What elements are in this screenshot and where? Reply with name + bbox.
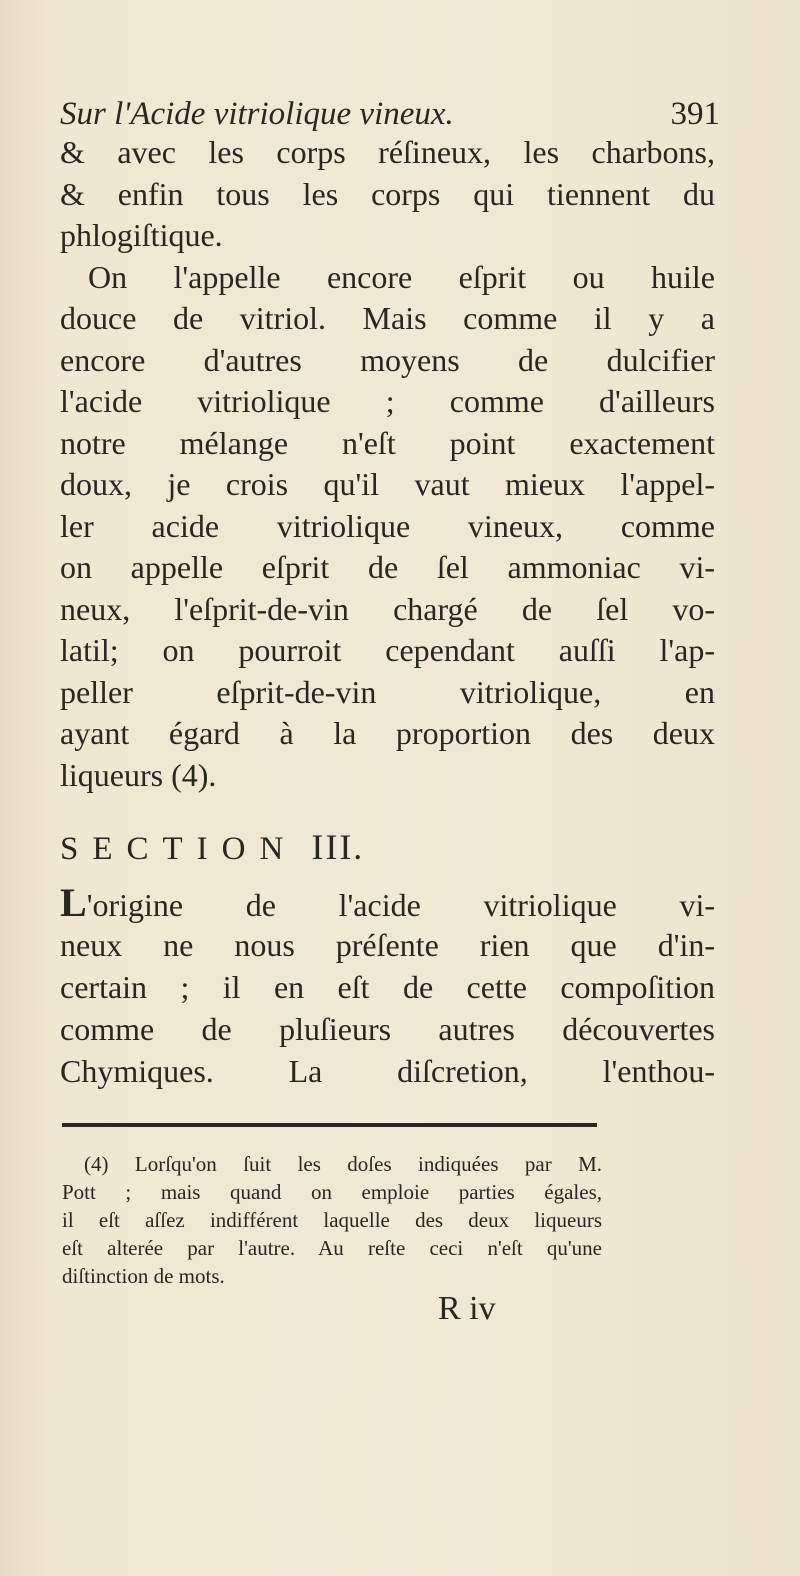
text-line: encore d'autres moyens de dulcifier (60, 341, 715, 378)
text-line: notre mélange n'eſt point exactement (60, 424, 715, 461)
footnote-line: il eſt aſſez indifférent laquelle des deux liqueurs (62, 1208, 602, 1232)
text-line: douce de vitriol. Mais comme il y a (60, 300, 715, 336)
text-line: ler acide vitriolique vineux, comme (60, 507, 715, 544)
paragraph-3 (60, 882, 715, 1092)
text-line: peller eſprit-de-vin vitriolique, en (60, 673, 715, 710)
main-text (60, 132, 715, 796)
text-line: on appelle eſprit de ſel ammoniac vi- (60, 549, 715, 585)
text-line: neux ne nous préſente rien que d'in- (60, 927, 715, 963)
running-title: Sur l'Acide vitriolique vineux. (60, 96, 454, 132)
text-line: l'acide vitriolique ; comme d'ailleurs (60, 383, 715, 419)
text-line: phlogiſtique. (60, 217, 223, 253)
paragraph-2 (60, 257, 715, 797)
text-line: Chymiques. La diſcretion, l'enthou- (60, 1053, 715, 1089)
first-line-text: 'origine de l'acide vitriolique vi- (86, 887, 715, 923)
text-line: On l'appelle encore eſprit ou huile (88, 258, 715, 295)
text-line: liqueurs (4). (60, 756, 217, 793)
initial-letter: L (60, 880, 87, 925)
footnote-rule (62, 1123, 597, 1127)
section-heading (60, 824, 500, 870)
footnote (62, 1150, 602, 1290)
text-line: certain ; il en eſt de cette compoſition (60, 969, 715, 1005)
footnote-line: (4) Lorſqu'on ſuit les doſes indiquées par M. (84, 1152, 602, 1176)
footnote-line: eſt alterée par l'autre. Au reſte ceci n'eſt qu'une (62, 1236, 602, 1260)
text-line (60, 882, 715, 924)
page-number: 391 (670, 96, 720, 132)
text-line: & avec les corps réſineux, les charbons, (60, 134, 715, 170)
text-line: & enfin tous les corps qui tiennent du (60, 175, 715, 212)
text-line: latil; on pourroit cependant auſſi l'ap- (60, 632, 715, 668)
text-line: comme de pluſieurs autres découvertes (60, 1011, 715, 1047)
text-line: doux, je crois qu'il vaut mieux l'appel- (60, 466, 715, 502)
footnote-line: diſtinction de mots. (62, 1264, 225, 1288)
footnote-line: Pott ; mais quand on emploie parties égales, (62, 1180, 602, 1204)
text-line: ayant égard à la proportion des deux (60, 715, 715, 751)
paragraph-1 (60, 132, 715, 257)
section-label: SECTION (60, 831, 298, 867)
section-number: III. (311, 827, 365, 867)
text-line: neux, l'eſprit-de-vin chargé de ſel vo- (60, 590, 715, 627)
signature-mark: R iv (438, 1290, 496, 1327)
